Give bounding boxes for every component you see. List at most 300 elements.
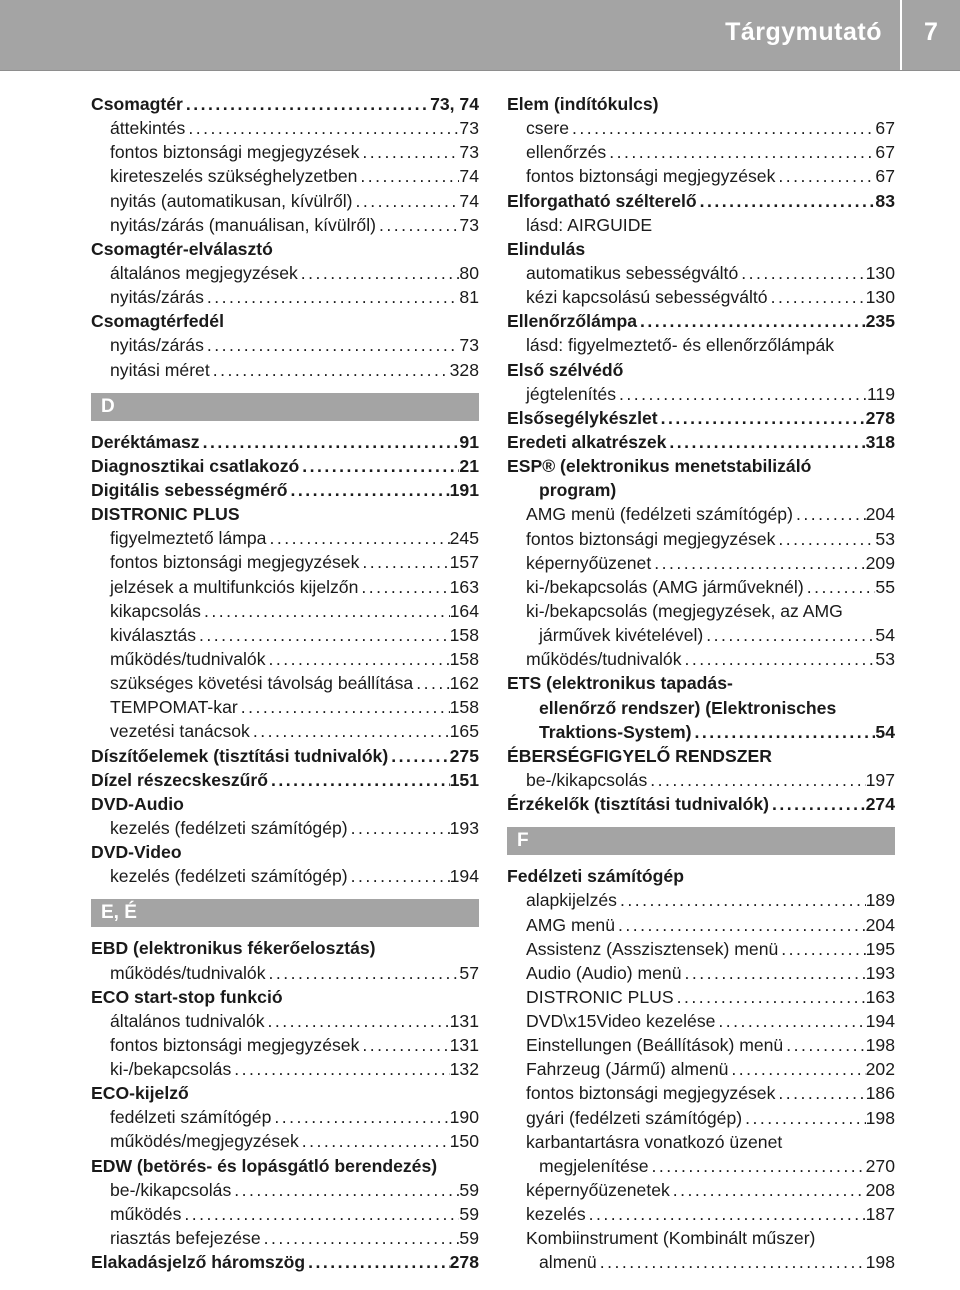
index-entry-text: karbantartásra vonatkozó üzenet	[526, 1131, 783, 1152]
index-entry	[507, 913, 895, 937]
index-entry	[91, 744, 479, 768]
dot-leader	[298, 261, 460, 285]
dot-leader	[266, 526, 449, 550]
dot-leader	[682, 647, 876, 671]
page-number: 7	[924, 18, 938, 46]
index-entry-text: figyelmeztető lámpa	[110, 528, 267, 549]
index-entry	[91, 189, 479, 213]
index-entry	[507, 623, 895, 647]
index-entry-text: ellenőrző rendszer) (Elektronisches	[539, 697, 837, 718]
index-entry-page: 278	[449, 1252, 479, 1273]
index-entry-text: szükséges követési távolság beállítása	[110, 673, 414, 694]
index-entry	[507, 744, 895, 768]
index-entry-text: Elforgatható szélterelő	[507, 190, 697, 211]
dot-leader	[388, 744, 449, 768]
index-entry-text: nyitás/zárás	[110, 335, 204, 356]
index-entry	[507, 189, 895, 213]
dot-leader	[305, 1250, 450, 1274]
index-entry-page: 165	[449, 721, 479, 742]
dot-leader	[670, 1178, 866, 1202]
index-entry-text: fontos biztonsági megjegyzések	[526, 528, 776, 549]
index-entry-text: DISTRONIC PLUS	[91, 504, 240, 525]
index-entry	[507, 1057, 895, 1081]
index-entry	[91, 1105, 479, 1129]
index-entry-page: 164	[449, 600, 479, 621]
index-entry-page: 55	[875, 576, 895, 597]
index-entry-page: 204	[865, 914, 895, 935]
index-entry-text: működés/megjegyzések	[110, 1131, 299, 1152]
dot-leader	[271, 1105, 449, 1129]
index-entry-page: 67	[875, 142, 895, 163]
index-entry-page: 157	[449, 552, 479, 573]
index-entry-text: Csomagtér	[91, 94, 183, 114]
index-entry-text: ellenőrzés	[526, 142, 607, 163]
index-entry	[91, 1202, 479, 1226]
dot-leader	[181, 1202, 459, 1226]
index-entry-page: 91	[459, 431, 479, 452]
index-entry-text: Assistenz (Asszisztensek) menü	[526, 938, 779, 959]
index-entry-page: 195	[865, 938, 895, 959]
index-column-left	[91, 92, 479, 1274]
index-entry	[507, 382, 895, 406]
index-entry-text: ki-/bekapcsolás (AMG járműveknél)	[526, 576, 804, 597]
index-entry-page: 278	[865, 407, 895, 428]
dot-leader	[353, 189, 460, 213]
index-entry-text: gyári (fedélzeti számítógép)	[526, 1107, 743, 1128]
index-entry-page: 186	[865, 1083, 895, 1104]
index-entry-text: fontos biztonsági megjegyzések	[110, 1034, 360, 1055]
index-entry	[91, 1178, 479, 1202]
dot-leader	[768, 285, 866, 309]
dot-leader	[769, 792, 866, 816]
index-entry-text: kiválasztás	[110, 624, 197, 645]
index-entry	[507, 478, 895, 502]
dot-leader	[586, 1202, 866, 1226]
index-entry-text: Diagnosztikai csatlakozó	[91, 455, 300, 476]
index-entry-page: 328	[449, 359, 479, 380]
section-heading: D	[91, 393, 479, 421]
index-entry-text: kézi kapcsolású sebességváltó	[526, 287, 768, 308]
index-entry	[91, 92, 479, 116]
index-entry	[91, 792, 479, 816]
index-entry-text: megjelenítése	[539, 1155, 649, 1176]
index-entry-page: 131	[449, 1034, 479, 1055]
index-entry-page: 162	[449, 673, 479, 694]
index-entry	[507, 864, 895, 888]
index-entry	[507, 1226, 895, 1250]
index-entry-text: riasztás befejezése	[110, 1228, 261, 1249]
index-entry-page: 158	[449, 648, 479, 669]
index-entry	[91, 816, 479, 840]
dot-leader	[703, 623, 875, 647]
index-entry-text: Díszítőelemek (tisztítási tudnivalók)	[91, 745, 389, 766]
index-entry-text: képernyőüzenet	[526, 552, 652, 573]
index-entry-text: képernyőüzenetek	[526, 1180, 670, 1201]
dot-leader	[358, 575, 449, 599]
index-entry	[507, 792, 895, 816]
index-entry-page: 131	[449, 1010, 479, 1031]
index-entry	[91, 575, 479, 599]
index-entry-text: általános megjegyzések	[110, 262, 298, 283]
section-heading: E, É	[91, 899, 479, 927]
index-entry-page: 67	[875, 166, 895, 187]
index-entry-text: program)	[539, 480, 617, 501]
index-entry-page: 59	[459, 1203, 479, 1224]
index-entry	[507, 333, 895, 357]
dot-leader	[775, 527, 875, 551]
index-entry	[507, 575, 895, 599]
index-entry-text: Ellenőrzőlámpa	[507, 311, 638, 332]
index-entry-text: Kombiinstrument (Kombinált műszer)	[526, 1228, 816, 1249]
index-entry-page: 187	[865, 1204, 895, 1225]
index-entry	[91, 478, 479, 502]
dot-leader	[348, 816, 450, 840]
index-entry	[91, 1057, 479, 1081]
index-entry-text: nyitás (automatikusan, kívülről)	[110, 190, 353, 211]
index-entry-text: Csomagtér-elválasztó	[91, 238, 273, 259]
index-entry	[507, 261, 895, 285]
index-entry	[507, 309, 895, 333]
index-entry	[91, 285, 479, 309]
dot-leader	[637, 309, 866, 333]
index-entry-text: áttekintés	[110, 118, 186, 139]
index-entry	[507, 1130, 895, 1154]
index-entry-page: 189	[865, 890, 895, 911]
dot-leader	[778, 937, 865, 961]
index-entry	[507, 1033, 895, 1057]
index-entry-text: fontos biztonsági megjegyzések	[110, 142, 360, 163]
dot-leader	[183, 92, 430, 116]
index-entry-page: 59	[459, 1228, 479, 1249]
index-entry-page: 83	[875, 190, 895, 211]
index-entry	[91, 309, 479, 333]
index-entry-text: jégtelenítés	[526, 383, 616, 404]
index-entry-text: AMG menü (fedélzeti számítógép)	[526, 504, 793, 525]
index-entry	[507, 430, 895, 454]
index-entry	[507, 671, 895, 695]
index-entry-text: ESP® (elektronikus menetstabilizáló	[507, 456, 812, 477]
index-entry-page: 194	[865, 1011, 895, 1032]
index-entry	[91, 864, 479, 888]
index-entry-page: 53	[875, 528, 895, 549]
index-entry-text: csere	[526, 118, 570, 139]
index-entry	[91, 1033, 479, 1057]
index-entry	[507, 599, 895, 623]
dot-leader	[376, 213, 459, 237]
index-entry-text: kireteszelés szükséghelyzetben	[110, 166, 358, 187]
dot-leader	[615, 913, 866, 937]
index-entry	[507, 696, 895, 720]
index-entry-page: 193	[865, 962, 895, 983]
index-entry-text: nyitás/zárás	[110, 287, 204, 308]
index-entry-page: 163	[865, 986, 895, 1007]
index-entry-text: be-/kikapcsolás	[110, 1179, 232, 1200]
dot-leader	[597, 1250, 866, 1274]
dot-leader	[231, 1057, 449, 1081]
index-entry	[507, 720, 895, 744]
index-entry-text: jelzések a multifunkciós kijelzőn	[110, 576, 359, 597]
index-entry	[507, 1009, 895, 1033]
index-entry-text: DVD-Video	[91, 842, 182, 863]
dot-leader	[238, 695, 450, 719]
dot-leader	[647, 768, 865, 792]
index-entry-page: 54	[875, 625, 895, 646]
index-entry-text: vezetési tanácsok	[110, 721, 250, 742]
index-entry-text: ETS (elektronikus tapadás-	[507, 673, 733, 694]
index-entry-page: 275	[449, 745, 479, 766]
index-entry-text: általános tudnivalók	[110, 1010, 265, 1031]
index-entry-page: 245	[449, 528, 479, 549]
index-entry-page: 21	[459, 455, 479, 476]
dot-leader	[204, 333, 460, 357]
dot-leader	[196, 623, 450, 647]
index-entry-text: működés/tudnivalók	[110, 648, 266, 669]
index-entry	[91, 1081, 479, 1105]
page-title: Tárgymutató	[725, 18, 882, 46]
index-entry-text: Deréktámasz	[91, 431, 200, 452]
index-entry-page: 158	[449, 624, 479, 645]
dot-leader	[617, 888, 866, 912]
index-entry	[507, 551, 895, 575]
index-entry-page: 130	[865, 287, 895, 308]
index-entry	[507, 406, 895, 430]
index-entry	[91, 358, 479, 382]
index-entry	[91, 164, 479, 188]
index-entry	[507, 1250, 895, 1274]
index-entry-text: működés/tudnivalók	[110, 962, 266, 983]
index-entry-text: fedélzeti számítógép	[110, 1107, 272, 1128]
dot-leader	[210, 358, 450, 382]
index-entry-page: 274	[865, 794, 895, 815]
index-entry-page: 74	[459, 190, 479, 211]
dot-leader	[288, 478, 450, 502]
index-entry-text: EDW (betörés- és lopásgátló berendezés)	[91, 1155, 438, 1176]
dot-leader	[359, 140, 459, 164]
dot-leader	[299, 1129, 450, 1153]
index-entry-text: DVD\x15Video kezelése	[526, 1011, 716, 1032]
index-entry	[91, 1154, 479, 1178]
index-entry-page: 191	[449, 479, 479, 500]
index-entry-text: működés	[110, 1203, 182, 1224]
dot-leader	[692, 720, 876, 744]
index-entry-page: 194	[449, 866, 479, 887]
index-entry	[91, 454, 479, 478]
index-entry	[507, 1202, 895, 1226]
index-entry-text: Eredeti alkatrészek	[507, 431, 667, 452]
index-entry-text: ECO start-stop funkció	[91, 986, 283, 1007]
index-entry-page: 59	[459, 1179, 479, 1200]
index-entry-page: 270	[865, 1155, 895, 1176]
index-entry	[507, 285, 895, 309]
index-entry	[91, 985, 479, 1009]
index-entry	[91, 1226, 479, 1250]
index-entry-text: DVD-Audio	[91, 793, 184, 814]
index-entry-page: 81	[459, 287, 479, 308]
index-entry-text: be-/kikapcsolás	[526, 769, 648, 790]
dot-leader	[658, 406, 866, 430]
dot-leader	[250, 719, 450, 743]
dot-leader	[775, 164, 875, 188]
index-entry	[507, 1178, 895, 1202]
index-entry	[91, 961, 479, 985]
index-entry	[91, 647, 479, 671]
index-entry-text: ki-/bekapcsolás	[110, 1059, 232, 1080]
index-entry	[91, 623, 479, 647]
index-entry-text: AMG menü	[526, 914, 615, 935]
index-entry-text: Dízel részecskeszűrő	[91, 769, 269, 790]
index-entry-page: 57	[459, 962, 479, 983]
index-entry-page: 73	[459, 335, 479, 356]
index-entry-text: Fedélzeti számítógép	[507, 866, 684, 887]
index-entry	[507, 1106, 895, 1130]
index-entry-text: Elsősegélykészlet	[507, 407, 658, 428]
index-entry	[91, 719, 479, 743]
dot-leader	[674, 985, 866, 1009]
index-entry	[91, 840, 479, 864]
dot-leader	[775, 1081, 865, 1105]
dot-leader	[261, 1226, 460, 1250]
page-header	[0, 0, 960, 71]
index-entry-page: 119	[866, 383, 895, 404]
index-entry	[507, 454, 895, 478]
index-entry-page: 80	[459, 262, 479, 283]
index-entry-page: 54	[875, 721, 895, 742]
index-entry	[507, 213, 895, 237]
dot-leader	[413, 671, 449, 695]
index-entry-text: ÉBERSÉGFIGYELŐ RENDSZER	[507, 745, 772, 766]
dot-leader	[728, 1057, 865, 1081]
index-entry	[91, 1129, 479, 1153]
index-entry-text: járművek kivételével)	[539, 625, 704, 646]
dot-leader	[649, 1154, 866, 1178]
index-entry-text: Digitális sebességmérő	[91, 479, 288, 500]
index-entry-page: 150	[449, 1131, 479, 1152]
index-entry	[91, 237, 479, 261]
index-entry-text: fontos biztonsági megjegyzések	[110, 552, 360, 573]
index-entry-page: 132	[449, 1059, 479, 1080]
dot-leader	[204, 285, 460, 309]
index-entry	[91, 671, 479, 695]
index-entry-text: ECO-kijelző	[91, 1083, 189, 1104]
dot-leader	[201, 599, 450, 623]
index-entry	[507, 237, 895, 261]
index-entry	[91, 213, 479, 237]
index-entry-text: lásd: figyelmeztető- és ellenőrzőlámpák	[526, 335, 835, 356]
index-entry-text: Érzékelők (tisztítási tudnivalók)	[507, 794, 770, 815]
index-entry-text: Traktions-System)	[539, 721, 692, 742]
index-entry-text: Fahrzeug (Jármű) almenü	[526, 1059, 729, 1080]
dot-leader	[266, 647, 450, 671]
dot-leader	[268, 768, 450, 792]
section-heading: F	[507, 827, 895, 855]
index-entry-page: 235	[865, 311, 895, 332]
index-entry-text: Einstellungen (Beállítások) menü	[526, 1035, 784, 1056]
index-entry-text: Első szélvédő	[507, 359, 624, 380]
dot-leader	[348, 864, 450, 888]
index-entry-text: kikapcsolás	[110, 600, 201, 621]
index-entry	[91, 116, 479, 140]
index-entry	[507, 358, 895, 382]
index-entry-text: almenü	[539, 1252, 597, 1273]
dot-leader	[616, 382, 867, 406]
index-entry-page: 74	[459, 166, 479, 187]
index-entry-text: TEMPOMAT-kar	[110, 697, 238, 718]
index-entry-page: 73	[459, 118, 479, 139]
index-entry	[91, 502, 479, 526]
dot-leader	[185, 116, 459, 140]
index-entry	[91, 526, 479, 550]
index-entry-page: 209	[865, 552, 895, 573]
index-entry-page: 158	[449, 697, 479, 718]
index-entry-page: 202	[865, 1059, 895, 1080]
index-entry-page: 73	[459, 214, 479, 235]
dot-leader	[666, 430, 865, 454]
index-entry	[507, 1154, 895, 1178]
dot-leader	[697, 189, 876, 213]
dot-leader	[738, 261, 865, 285]
dot-leader	[231, 1178, 459, 1202]
index-entry-page: 130	[865, 262, 895, 283]
index-entry-page: 73, 74	[430, 94, 479, 114]
dot-leader	[793, 502, 866, 526]
dot-leader	[359, 550, 449, 574]
index-entry-text: kezelés (fedélzeti számítógép)	[110, 866, 348, 887]
index-entry	[507, 92, 895, 116]
index-entry	[507, 961, 895, 985]
index-entry	[507, 164, 895, 188]
index-entry-text: ki-/bekapcsolás (megjegyzések, az AMG	[526, 600, 843, 621]
index-entry	[91, 695, 479, 719]
dot-leader	[265, 1009, 450, 1033]
index-entry-page: 208	[865, 1180, 895, 1201]
index-entry	[507, 768, 895, 792]
index-entry-text: Audio (Audio) menü	[526, 962, 682, 983]
index-entry	[91, 140, 479, 164]
index-entry	[507, 937, 895, 961]
index-entry	[507, 116, 895, 140]
index-entry-text: működés/tudnivalók	[526, 649, 682, 670]
index-entry-text: EBD (elektronikus fékerőelosztás)	[91, 938, 376, 959]
index-entry-text: fontos biztonsági megjegyzések	[526, 1083, 776, 1104]
index-entry	[507, 647, 895, 671]
index-entry-text: kezelés (fedélzeti számítógép)	[110, 817, 348, 838]
dot-leader	[569, 116, 875, 140]
index-entry	[91, 599, 479, 623]
index-entry	[91, 430, 479, 454]
dot-leader	[266, 961, 460, 985]
index-entry-page: 73	[459, 142, 479, 163]
index-entry	[507, 140, 895, 164]
index-entry	[507, 985, 895, 1009]
index-entry	[91, 550, 479, 574]
dot-leader	[651, 551, 865, 575]
index-entry-page: 163	[449, 576, 479, 597]
dot-leader	[783, 1033, 865, 1057]
index-column-right	[507, 92, 895, 1275]
index-entry	[91, 936, 479, 960]
dot-leader	[357, 164, 459, 188]
index-entry-text: Elindulás	[507, 238, 586, 259]
index-entry-text: Csomagtérfedél	[91, 311, 224, 332]
index-entry-text: lásd: AIRGUIDE	[526, 214, 653, 235]
index-entry-page: 67	[875, 118, 895, 139]
dot-leader	[804, 575, 876, 599]
index-entry	[91, 1009, 479, 1033]
dot-leader	[299, 454, 459, 478]
index-entry-page: 193	[449, 817, 479, 838]
index-entry-page: 53	[875, 649, 895, 670]
index-entry	[91, 261, 479, 285]
